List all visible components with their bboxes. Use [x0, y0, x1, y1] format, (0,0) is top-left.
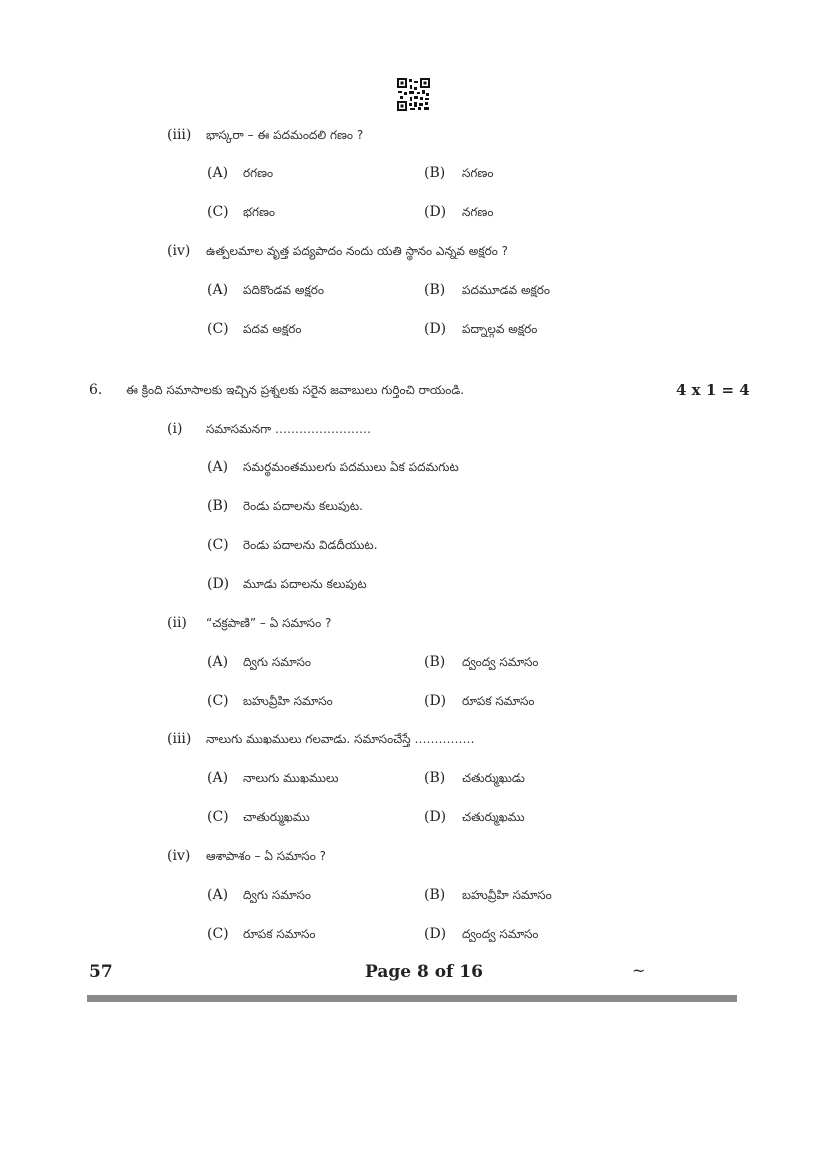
qr-code [397, 78, 430, 111]
q6-iii-option-a-letter: (A) [207, 770, 229, 786]
q6-ii-option-a-letter: (A) [207, 654, 229, 670]
q6-i-option-b[interactable]: రెండు పదాలను కలుపుట. [243, 499, 363, 513]
q5-iii-option-d[interactable]: నగణం [462, 205, 494, 219]
q6-i-number: (i) [167, 421, 183, 437]
q6-iii-option-b-letter: (B) [424, 770, 446, 786]
q6-iii-question: నాలుగు ముఖములు గలవాడు. సమాసంచేస్తే …………… [206, 732, 475, 746]
q6-iv-option-d[interactable]: ద్వంద్వ సమాసం [462, 927, 539, 941]
q6-i-question: సమాసమనగా …………………… [206, 422, 372, 436]
q5-iii-question: భాస్కరా – ఈ పదమందలి గణం ? [206, 128, 364, 142]
q5-iv-option-b-letter: (B) [424, 282, 446, 298]
q5-iv-option-c-letter: (C) [207, 321, 229, 337]
q5-iii-option-b-letter: (B) [424, 165, 446, 181]
q6-instruction: ఈ క్రింది సమాసాలకు ఇచ్చిన ప్రశ్నలకు సరైన జవాబులు గుర్తించి రాయండి. [126, 383, 465, 397]
q6-iv-option-b-letter: (B) [424, 887, 446, 903]
footer-divider [87, 995, 737, 1002]
q6-ii-option-d[interactable]: రూపక సమాసం [462, 694, 535, 708]
q5-iv-option-d-letter: (D) [424, 321, 447, 337]
q6-iv-question: ఆశాపాశం – ఏ సమాసం ? [206, 849, 326, 863]
q6-iii-number: (iii) [167, 731, 192, 747]
q5-iii-option-b[interactable]: సగణం [462, 166, 494, 180]
q5-iv-option-b[interactable]: పదమూడవ అక్షరం [462, 283, 551, 297]
q6-ii-option-d-letter: (D) [424, 693, 447, 709]
q5-iv-option-d[interactable]: పద్నాల్గవ అక్షరం [462, 322, 538, 336]
q6-ii-option-b-letter: (B) [424, 654, 446, 670]
q5-iv-question: ఉత్పలమాల వృత్త పద్యపాదం నందు యతి స్థానం ఎన్నవ అక్షరం ? [206, 244, 509, 258]
q6-iii-option-c[interactable]: చాతుర్ముఖము [243, 810, 310, 824]
q6-iv-option-c[interactable]: రూపక సమాసం [243, 927, 316, 941]
q6-number: 6. [89, 382, 103, 398]
q6-marks: 4 x 1 = 4 [676, 381, 750, 399]
q6-iii-option-c-letter: (C) [207, 809, 229, 825]
q5-iii-option-c-letter: (C) [207, 204, 229, 220]
q6-iv-option-b[interactable]: బహువ్రీహి సమాసం [462, 888, 552, 902]
q6-i-option-c[interactable]: రెండు పదాలను విడదీయుట. [243, 538, 378, 552]
q6-ii-option-a[interactable]: ద్విగు సమాసం [243, 655, 311, 669]
q6-iii-option-b[interactable]: చతుర్ముఖుడు [462, 771, 525, 785]
q6-iv-option-d-letter: (D) [424, 926, 447, 942]
q5-iv-number: (iv) [167, 243, 191, 259]
q6-iv-option-c-letter: (C) [207, 926, 229, 942]
q6-ii-question: “చక్రపాణి” – ఏ సమాసం ? [206, 616, 332, 630]
q6-i-option-d-letter: (D) [207, 576, 230, 592]
q6-i-option-a-letter: (A) [207, 459, 229, 475]
q6-i-option-d[interactable]: మూడు పదాలను కలుపుట [243, 577, 367, 591]
q5-iii-option-c[interactable]: భగణం [243, 205, 275, 219]
q5-iii-number: (iii) [167, 127, 192, 143]
q6-ii-number: (ii) [167, 615, 187, 631]
q5-iii-option-d-letter: (D) [424, 204, 447, 220]
page-number: Page 8 of 16 [365, 962, 483, 982]
q6-i-option-c-letter: (C) [207, 537, 229, 553]
q6-ii-option-c-letter: (C) [207, 693, 229, 709]
paper-code: 57 [89, 962, 113, 982]
q5-iv-option-a[interactable]: పదికొండవ అక్షరం [243, 283, 324, 297]
q6-i-option-a[interactable]: సమర్థమంతములగు పదములు ఏక పదమగుట [243, 460, 459, 474]
q6-ii-option-b[interactable]: ద్వంద్వ సమాసం [462, 655, 539, 669]
q5-iv-option-a-letter: (A) [207, 282, 229, 298]
q5-iv-option-c[interactable]: పదవ అక్షరం [243, 322, 302, 336]
footer-mark: ~ [632, 961, 646, 980]
q5-iii-option-a[interactable]: రగణం [243, 166, 274, 180]
q6-iv-number: (iv) [167, 848, 191, 864]
q6-iii-option-a[interactable]: నాలుగు ముఖములు [243, 771, 339, 785]
q6-iii-option-d[interactable]: చతుర్ముఖము [462, 810, 525, 824]
q6-iv-option-a-letter: (A) [207, 887, 229, 903]
q6-iii-option-d-letter: (D) [424, 809, 447, 825]
q6-i-option-b-letter: (B) [207, 498, 229, 514]
q6-iv-option-a[interactable]: ద్విగు సమాసం [243, 888, 311, 902]
q5-iii-option-a-letter: (A) [207, 165, 229, 181]
q6-ii-option-c[interactable]: బహువ్రీహి సమాసం [243, 694, 333, 708]
